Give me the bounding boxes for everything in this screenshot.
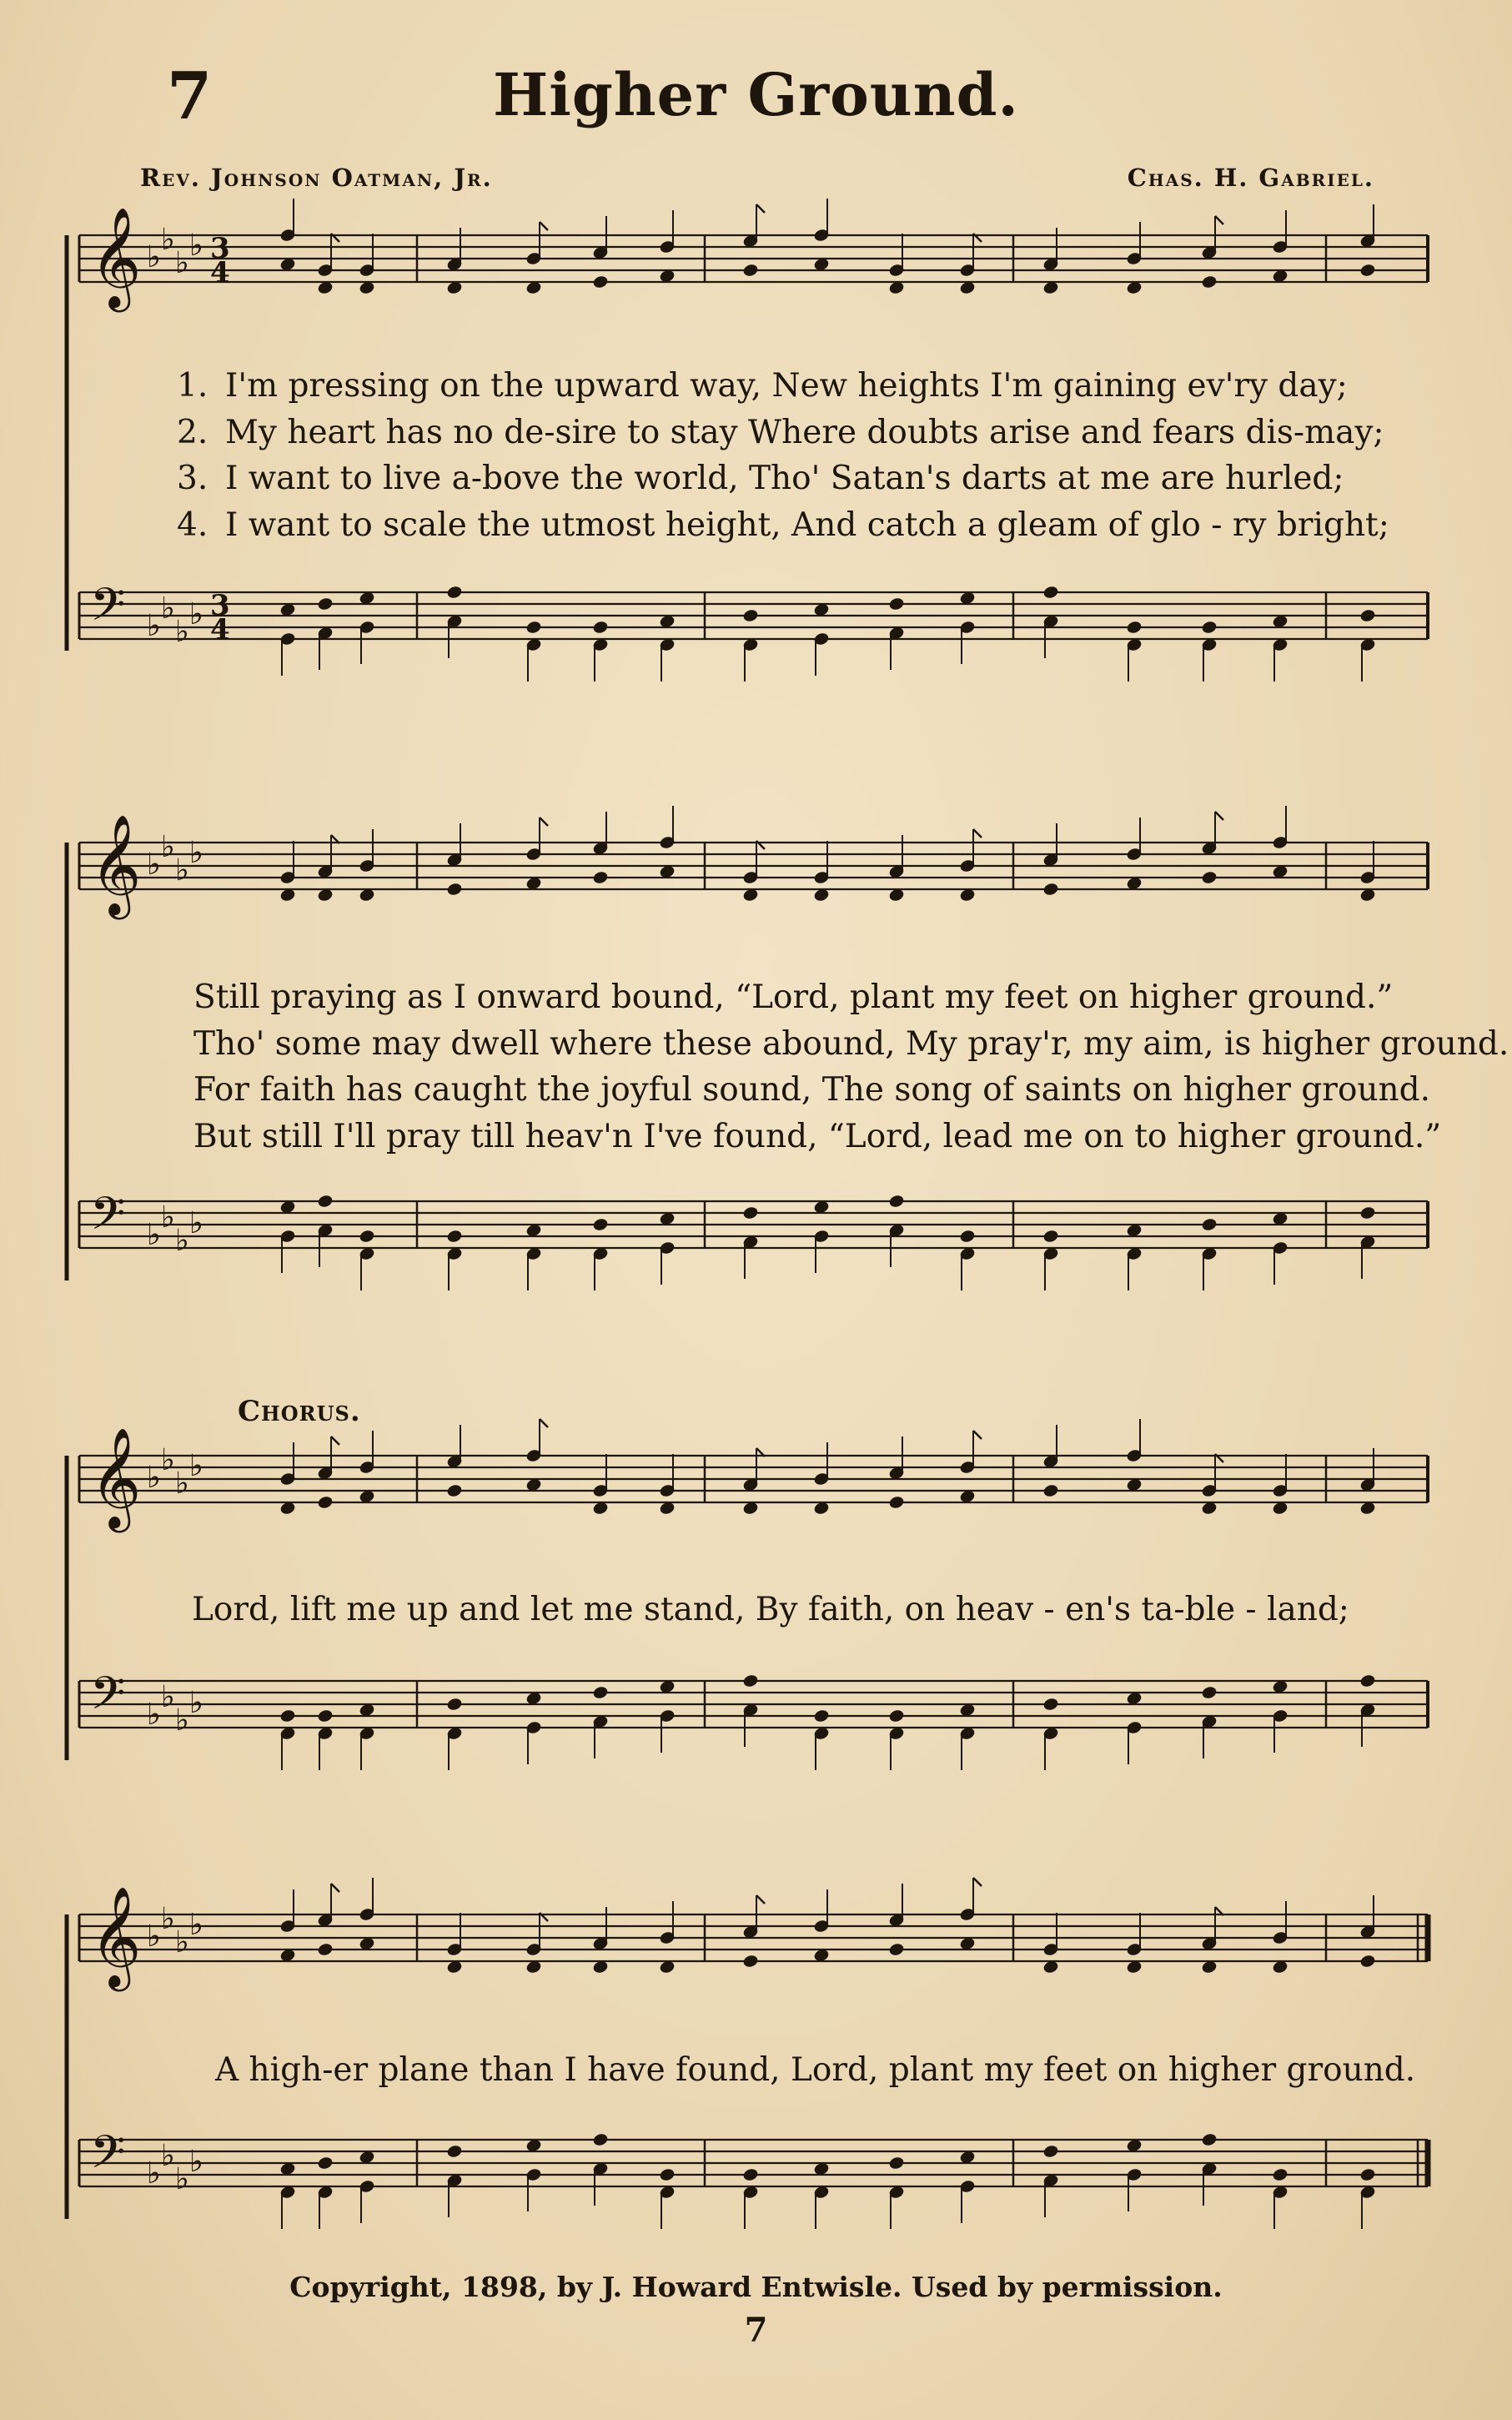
- svg-text:♭: ♭: [175, 1703, 189, 1738]
- svg-text:♭: ♭: [189, 1206, 203, 1240]
- staff-lines: [79, 1681, 1428, 1728]
- staff-lines: [79, 843, 1428, 889]
- svg-text:♭: ♭: [161, 2139, 175, 2173]
- note-heads: [279, 2132, 1376, 2229]
- svg-text:♭: ♭: [175, 615, 189, 649]
- svg-text:♭: ♭: [175, 1467, 189, 1501]
- svg-text:3: 3: [210, 589, 230, 622]
- svg-text:♭: ♭: [161, 1680, 175, 1714]
- verse-line: [177, 416, 1384, 449]
- treble-clef-icon: 𝄞: [90, 1426, 142, 1528]
- system-2-treble-staff: [0, 809, 1512, 976]
- treble-clef-icon: 𝄞: [90, 206, 142, 308]
- svg-text:♭: ♭: [147, 1919, 161, 1954]
- svg-text:♭: ♭: [189, 2145, 203, 2179]
- copyright-notice: Copyright, 1898, by J. Howard Entwisle. Used by permission.: [289, 2271, 1223, 2303]
- note-heads: [279, 1673, 1376, 1770]
- verse-line: But still I'll pray till heav'n I've found, “Lord, lead me on to higher ground.”: [193, 1118, 1442, 1155]
- svg-text:4: 4: [210, 256, 230, 289]
- staff-lines: [79, 2140, 1428, 2186]
- svg-text:♭: ♭: [147, 1218, 161, 1252]
- treble-clef-icon: 𝄞: [90, 1885, 142, 1987]
- verse-number: 1.: [177, 367, 208, 405]
- svg-text:♭: ♭: [175, 853, 189, 888]
- svg-text:♭: ♭: [161, 1902, 175, 1936]
- bass-clef-icon: 𝄢: [90, 1667, 126, 1731]
- system-3-bass-staff: [0, 1635, 1512, 1802]
- system-2-bass-staff: [0, 1168, 1512, 1343]
- svg-text:♭: ♭: [161, 223, 175, 257]
- key-signature-flat-icon: [147, 2139, 203, 2196]
- key-signature-flat-icon: [147, 1680, 203, 1738]
- chorus-line: Lord, lift me up and let me stand, By faith, on heav - en's ta-ble - land;: [192, 1591, 1349, 1628]
- verse-text: My heart has no de-sire to stay Where doubts arise and fears dis-may;: [225, 414, 1384, 451]
- verse-text: I want to scale the utmost height, And catch a gleam of glo - ry bright;: [225, 506, 1389, 544]
- svg-text:4: 4: [210, 613, 230, 647]
- system-3-treble-staff: [0, 1418, 1512, 1585]
- chorus-label: Chorus.: [238, 1395, 361, 1428]
- system-4-treble-staff: [0, 1869, 1512, 2035]
- verse-text: I want to live a-bove the world, Tho' Satan's darts at me are hurled;: [225, 460, 1344, 497]
- svg-text:♭: ♭: [147, 609, 161, 643]
- svg-text:♭: ♭: [189, 229, 203, 263]
- page-number: 7: [744, 2311, 768, 2350]
- svg-text:♭: ♭: [161, 1443, 175, 1477]
- verse-text: I'm pressing on the upward way, New heights I'm gaining ev'ry day;: [225, 367, 1348, 405]
- key-signature-flat-icon: [147, 1902, 203, 1960]
- system-1-bass-staff: [0, 559, 1512, 734]
- svg-text:3: 3: [210, 232, 230, 265]
- verse-line: For faith has caught the joyful sound, The song of saints on higher ground.: [193, 1071, 1431, 1109]
- svg-text:♭: ♭: [147, 2156, 161, 2191]
- lyricist-credit: Rev. Johnson Oatman, Jr.: [140, 164, 493, 192]
- verse-number: 4.: [177, 506, 208, 544]
- verse-number: 2.: [177, 414, 208, 451]
- key-signature-flat-icon: [147, 830, 203, 888]
- note-heads: [279, 1194, 1376, 1290]
- bass-clef-icon: 𝄢: [90, 578, 126, 642]
- chorus-line: A high-er plane than I have found, Lord, plant my feet on higher ground.: [215, 2051, 1416, 2089]
- treble-clef-icon: 𝄞: [90, 813, 142, 915]
- key-signature-flat-icon: [147, 591, 203, 649]
- svg-text:♭: ♭: [175, 2162, 189, 2196]
- key-signature-flat-icon: [147, 1443, 203, 1501]
- note-heads: [279, 585, 1376, 682]
- composer-credit: Chas. H. Gabriel.: [1127, 164, 1374, 192]
- system-1-treble-staff: [0, 206, 1512, 375]
- hymn-title: Higher Ground.: [493, 60, 1019, 129]
- svg-text:♭: ♭: [189, 1449, 203, 1483]
- verse-line: [177, 367, 1348, 405]
- svg-text:♭: ♭: [189, 836, 203, 870]
- svg-text:♭: ♭: [147, 240, 161, 274]
- svg-text:♭: ♭: [161, 1200, 175, 1235]
- svg-text:♭: ♭: [189, 1908, 203, 1942]
- verse-line: Still praying as I onward bound, “Lord, plant my feet on higher ground.”: [193, 979, 1394, 1016]
- verse-number: 3.: [177, 460, 208, 497]
- bass-clef-icon: 𝄢: [90, 2126, 126, 2190]
- svg-text:♭: ♭: [175, 1224, 189, 1258]
- time-signature: [210, 232, 230, 289]
- svg-text:♭: ♭: [161, 830, 175, 864]
- svg-text:♭: ♭: [175, 246, 189, 280]
- verse-line: [177, 506, 1389, 544]
- svg-text:♭: ♭: [189, 597, 203, 631]
- svg-text:♭: ♭: [161, 591, 175, 626]
- svg-text:♭: ♭: [147, 1461, 161, 1495]
- svg-text:♭: ♭: [189, 1686, 203, 1720]
- key-signature-flat-icon: [147, 223, 203, 280]
- svg-text:♭: ♭: [175, 1925, 189, 1960]
- system-4-bass-staff: [0, 2098, 1512, 2273]
- svg-text:♭: ♭: [147, 848, 161, 882]
- svg-text:♭: ♭: [147, 1698, 161, 1732]
- key-signature-flat-icon: [147, 1200, 203, 1258]
- bass-clef-icon: 𝄢: [90, 1187, 126, 1251]
- verse-line: Tho' some may dwell where these abound, My pray'r, my aim, is higher ground.: [193, 1025, 1509, 1063]
- time-signature: [210, 589, 230, 647]
- verse-line: [177, 462, 1344, 495]
- hymn-number: 7: [167, 58, 213, 134]
